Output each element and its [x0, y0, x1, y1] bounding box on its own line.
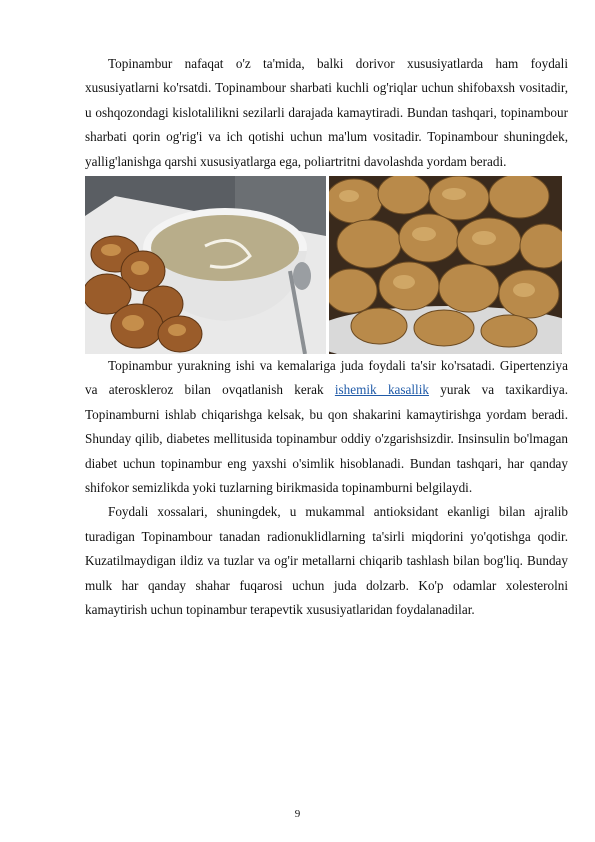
- tubers-photo: [329, 176, 562, 354]
- soup-photo: [85, 176, 326, 354]
- ishemik-kasallik-link[interactable]: ishemik kasallik: [334, 382, 429, 398]
- paragraph-2: [85, 354, 568, 500]
- photo-row: [85, 176, 568, 354]
- paragraph-3: Foydali xossalari, shuningdek, u mukammal antioksidant ekanligi bilan ajralib turadigan Topinambour tanadan radionuklidlarning ta'sirli miqdorini yo'qotishga qodir. Kuzatilmaydigan ildiz va tuzlar va og'ir metallarni chiqarib tashlash bilan bog'liq. Bunday mulk har qanday shahar fuqarosi uchun juda dolzarb. Ko'p odamlar xolesterolni kamaytirish uchun topinambur terapevtik xususiyatlaridan foydalanadilar.: [85, 504, 568, 618]
- soup-image: [85, 176, 326, 354]
- paragraph-1: Topinambur nafaqat o'z ta'mida, balki dorivor xususiyatlarda ham foydali xususiyatlarni ko'rsatdi. Topinambour sharbati kuchli og'riqlar uchun shifobaxsh vositadir, u oshqozondagi kislotalilikni sezilarli darajada kamaytiradi. Bundan tashqari, topinambour sharbati qorin og'rig'i va ich qotishi uchun ma'lum vositadir. Topinambour shuningdek, yallig'lanishga qarshi xususiyatlarga ega, poliartritni davolashda yordam beradi.: [85, 56, 568, 169]
- page-number: 9: [294, 808, 301, 820]
- paragraph-2-text-end: yurak va taxikardiya. Topinamburni ishlab chiqarishga kelsak, bu qon shakarini kamaytirishga yordam beradi. Shunday qilib, diabetes mellitusida topinambur oddiy o'zgarishsizdir. Insinsulin bo'lmagan diabet uchun topinambur eng yaxshi o'simlik hisoblanadi. Bundan tashqari, har qanday shifokor semizlikda yoki tuzlarning birikmasida topinamburni belgilaydi.: [85, 382, 568, 496]
- tubers-image: [329, 176, 562, 354]
- paragraph-2-text-start: Topinambur yurakning ishi va kemalariga juda foydali ta'sir ko'rsatadi. Gipertenziya va ateroskleroz bilan ovqatlanish kerak: [85, 358, 568, 398]
- document-page: [85, 52, 568, 623]
